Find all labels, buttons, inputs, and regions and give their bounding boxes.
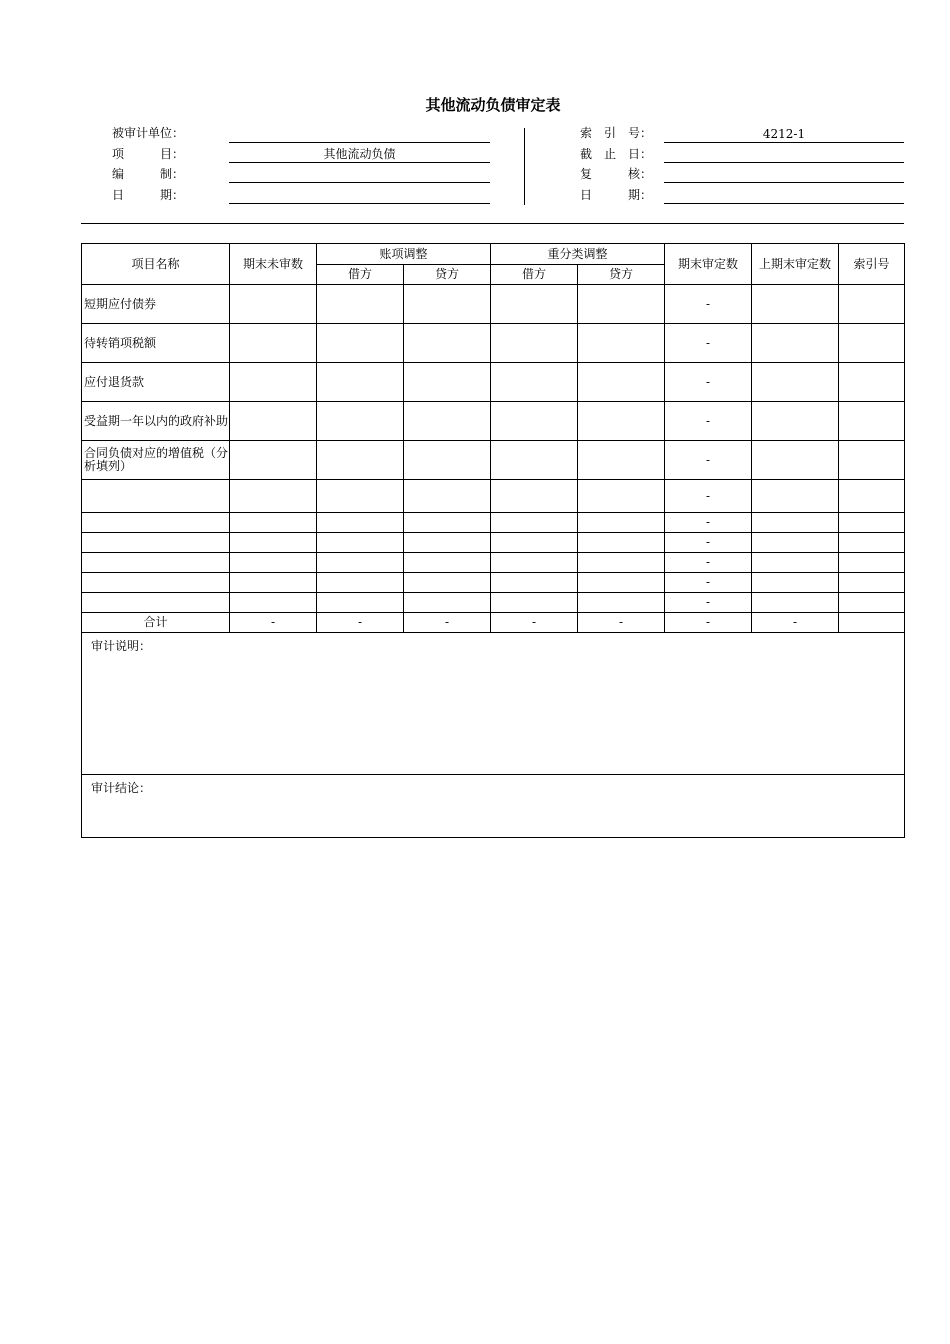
- label-cutoff-date: 截 止 日：: [580, 147, 653, 161]
- row-audited-value[interactable]: -: [665, 533, 752, 553]
- table-cell[interactable]: [230, 593, 317, 613]
- total-label[interactable]: 合计: [82, 613, 230, 633]
- table-cell[interactable]: [752, 441, 839, 480]
- table-cell[interactable]: [839, 402, 904, 441]
- table-cell[interactable]: [752, 402, 839, 441]
- table-cell[interactable]: [752, 573, 839, 593]
- col-header-item-name: 项目名称: [82, 244, 230, 285]
- field-audited-entity[interactable]: [229, 126, 490, 143]
- row-item-name[interactable]: 受益期一年以内的政府补助: [82, 402, 230, 441]
- row-audited-value[interactable]: -: [665, 363, 752, 402]
- table-cell[interactable]: [491, 363, 578, 402]
- table-cell[interactable]: [404, 533, 491, 553]
- table-cell[interactable]: [230, 285, 317, 324]
- table-cell[interactable]: [317, 513, 404, 533]
- col-header-account-credit: 贷方: [404, 265, 491, 285]
- table-cell[interactable]: [578, 285, 665, 324]
- field-cutoff-date[interactable]: [664, 146, 904, 163]
- header-divider: [524, 128, 525, 205]
- total-value[interactable]: -: [665, 613, 752, 633]
- table-cell[interactable]: [491, 573, 578, 593]
- table-cell[interactable]: [839, 285, 904, 324]
- table-cell[interactable]: [578, 513, 665, 533]
- table-cell[interactable]: [491, 533, 578, 553]
- table-cell[interactable]: [578, 593, 665, 613]
- audit-explanation[interactable]: 审计说明：: [82, 633, 904, 775]
- table-cell[interactable]: [752, 513, 839, 533]
- table-cell[interactable]: [230, 513, 317, 533]
- total-value[interactable]: -: [752, 613, 839, 633]
- field-prepared-by[interactable]: [229, 166, 490, 183]
- row-audited-value[interactable]: -: [665, 513, 752, 533]
- table-cell[interactable]: [404, 324, 491, 363]
- row-item-name[interactable]: 应付退货款: [82, 363, 230, 402]
- table-cell[interactable]: [317, 402, 404, 441]
- row-audited-value[interactable]: -: [665, 441, 752, 480]
- header-rule: [81, 223, 904, 224]
- table-cell[interactable]: [839, 480, 904, 513]
- table-cell[interactable]: [491, 480, 578, 513]
- row-item-name[interactable]: [82, 593, 230, 613]
- table-cell[interactable]: [404, 441, 491, 480]
- row-audited-value[interactable]: -: [665, 593, 752, 613]
- total-value[interactable]: -: [317, 613, 404, 633]
- table-cell[interactable]: [578, 480, 665, 513]
- table-cell[interactable]: [752, 593, 839, 613]
- table-cell[interactable]: [839, 573, 904, 593]
- total-value[interactable]: -: [578, 613, 665, 633]
- row-item-name[interactable]: [82, 553, 230, 573]
- table-cell[interactable]: [839, 324, 904, 363]
- row-item-name[interactable]: [82, 533, 230, 553]
- table-cell[interactable]: [839, 533, 904, 553]
- table-cell[interactable]: [839, 363, 904, 402]
- label-project: 项 目：: [112, 147, 185, 161]
- col-header-index-no: 索引号: [839, 244, 904, 285]
- row-audited-value[interactable]: -: [665, 402, 752, 441]
- row-item-name[interactable]: [82, 573, 230, 593]
- table-cell[interactable]: [491, 324, 578, 363]
- col-header-reclass-credit: 贷方: [578, 265, 665, 285]
- page-title: 其他流动负债审定表: [425, 96, 561, 114]
- row-audited-value[interactable]: -: [665, 480, 752, 513]
- table-cell[interactable]: [404, 573, 491, 593]
- table-cell[interactable]: [752, 324, 839, 363]
- table-cell[interactable]: [491, 593, 578, 613]
- table-cell[interactable]: [578, 553, 665, 573]
- table-cell[interactable]: [230, 480, 317, 513]
- table-cell[interactable]: [404, 593, 491, 613]
- field-index-no[interactable]: 4212-1: [664, 126, 904, 143]
- table-cell[interactable]: [404, 480, 491, 513]
- label-date-left: 日 期：: [112, 188, 185, 202]
- table-cell[interactable]: [230, 533, 317, 553]
- col-header-account-debit: 借方: [317, 265, 404, 285]
- table-cell[interactable]: [317, 363, 404, 402]
- row-audited-value[interactable]: -: [665, 573, 752, 593]
- row-item-name[interactable]: 合同负债对应的增值税（分析填列）: [82, 441, 230, 480]
- table-cell[interactable]: [317, 533, 404, 553]
- table-cell[interactable]: [839, 513, 904, 533]
- table-cell[interactable]: [491, 402, 578, 441]
- table-cell[interactable]: [230, 402, 317, 441]
- table-cell[interactable]: [752, 533, 839, 553]
- table-cell[interactable]: [317, 593, 404, 613]
- col-header-unaudited: 期末未审数: [230, 244, 317, 285]
- table-cell[interactable]: [752, 363, 839, 402]
- table-cell[interactable]: [578, 402, 665, 441]
- table-cell[interactable]: [230, 573, 317, 593]
- total-value[interactable]: [839, 613, 904, 633]
- col-header-audited: 期末审定数: [665, 244, 752, 285]
- table-cell[interactable]: [752, 285, 839, 324]
- field-reviewed-by[interactable]: [664, 166, 904, 183]
- table-cell[interactable]: [317, 553, 404, 573]
- table-cell[interactable]: [578, 363, 665, 402]
- table-cell[interactable]: [317, 324, 404, 363]
- table-cell[interactable]: [404, 363, 491, 402]
- audit-table: [81, 243, 905, 838]
- col-header-reclass-adjustment: 重分类调整: [491, 244, 665, 265]
- table-cell[interactable]: [578, 533, 665, 553]
- label-audited-entity: 被审计单位：: [112, 126, 185, 140]
- table-cell[interactable]: [578, 573, 665, 593]
- field-date-right[interactable]: [664, 187, 904, 204]
- table-cell[interactable]: [230, 553, 317, 573]
- field-project[interactable]: 其他流动负债: [229, 146, 490, 163]
- total-value[interactable]: -: [491, 613, 578, 633]
- row-audited-value[interactable]: -: [665, 324, 752, 363]
- table-cell[interactable]: [491, 441, 578, 480]
- table-cell[interactable]: [317, 441, 404, 480]
- col-header-account-adjustment: 账项调整: [317, 244, 491, 265]
- label-prepared-by: 编 制：: [112, 167, 185, 181]
- table-cell[interactable]: [578, 441, 665, 480]
- col-header-prior-audited: 上期末审定数: [752, 244, 839, 285]
- col-header-reclass-debit: 借方: [491, 265, 578, 285]
- table-cell[interactable]: [230, 324, 317, 363]
- table-cell[interactable]: [491, 553, 578, 573]
- table-cell[interactable]: [578, 324, 665, 363]
- table-cell[interactable]: [230, 441, 317, 480]
- table-cell[interactable]: [404, 513, 491, 533]
- table-cell[interactable]: [317, 480, 404, 513]
- table-cell[interactable]: [752, 553, 839, 573]
- row-item-name[interactable]: [82, 480, 230, 513]
- label-index-no: 索 引 号：: [580, 126, 653, 140]
- table-cell[interactable]: [317, 573, 404, 593]
- total-value[interactable]: -: [230, 613, 317, 633]
- row-item-name[interactable]: 短期应付债券: [82, 285, 230, 324]
- table-cell[interactable]: [404, 285, 491, 324]
- label-date-right: 日 期：: [580, 188, 653, 202]
- table-cell[interactable]: [752, 480, 839, 513]
- table-cell[interactable]: [491, 285, 578, 324]
- table-cell[interactable]: [839, 593, 904, 613]
- table-cell[interactable]: [839, 553, 904, 573]
- table-cell[interactable]: [317, 285, 404, 324]
- field-date-left[interactable]: [229, 187, 490, 204]
- row-audited-value[interactable]: -: [665, 285, 752, 324]
- table-cell[interactable]: [839, 441, 904, 480]
- audit-conclusion[interactable]: 审计结论：: [91, 781, 152, 795]
- label-reviewed-by: 复 核：: [580, 167, 653, 181]
- table-cell[interactable]: [491, 513, 578, 533]
- table-cell[interactable]: [230, 363, 317, 402]
- row-audited-value[interactable]: -: [665, 553, 752, 573]
- table-cell[interactable]: [404, 402, 491, 441]
- row-item-name[interactable]: 待转销项税额: [82, 324, 230, 363]
- row-item-name[interactable]: [82, 513, 230, 533]
- total-value[interactable]: -: [404, 613, 491, 633]
- table-cell[interactable]: [404, 553, 491, 573]
